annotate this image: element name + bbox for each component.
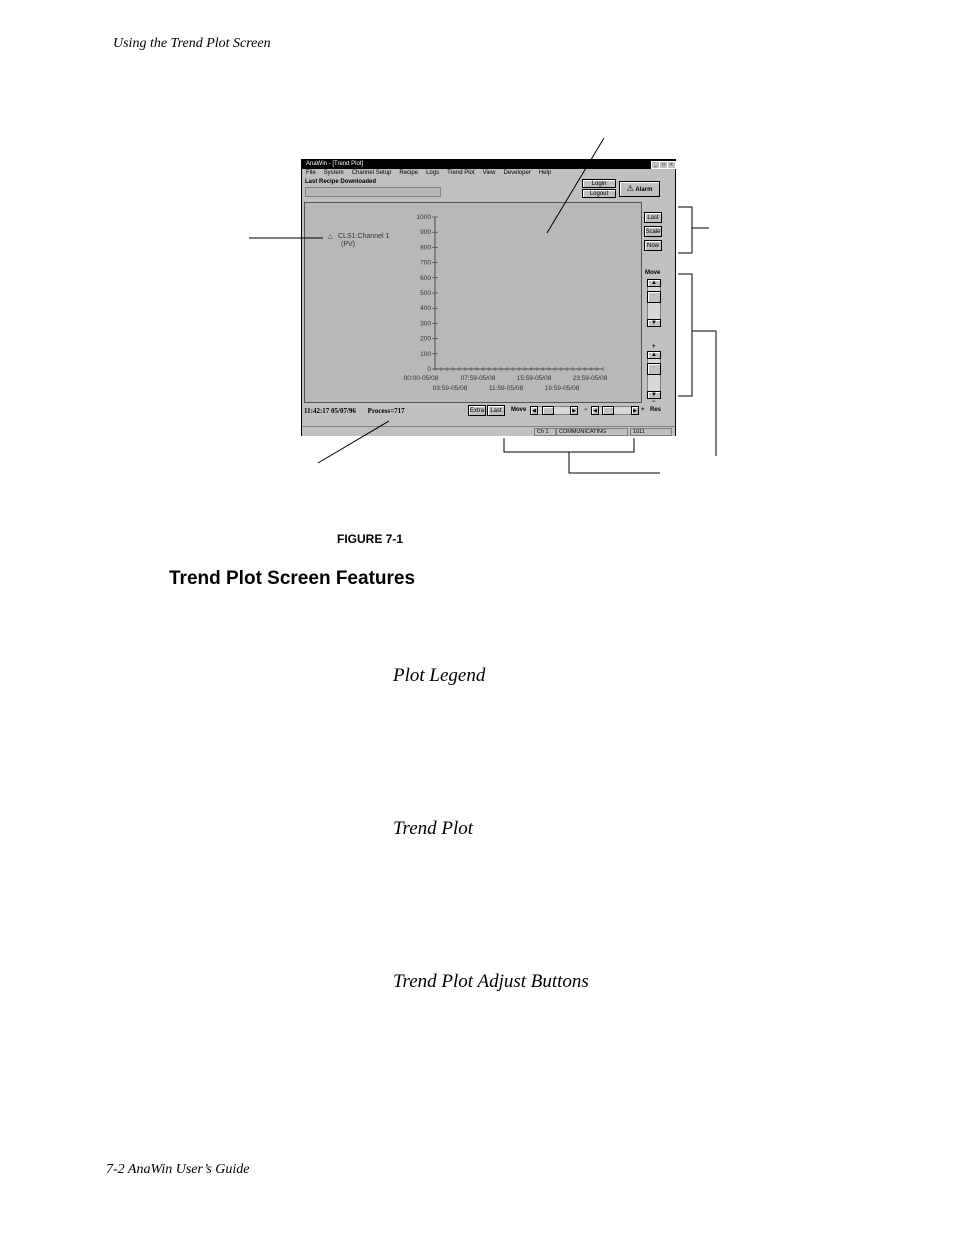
menu-channel-setup[interactable]: Channel Setup (351, 170, 392, 176)
x-tick-label: 07:59-05/08 (460, 375, 496, 382)
zoom-up-arrow-icon[interactable]: ▲ (647, 351, 661, 359)
term-trend-plot-adjust-buttons: Trend Plot Adjust Buttons (393, 971, 589, 992)
zoom-plus-label: + (652, 344, 656, 350)
x-tick-label: 23:59-05/08 (572, 375, 608, 382)
term-plot-legend: Plot Legend (393, 665, 486, 686)
maximize-button[interactable]: □ (659, 161, 668, 169)
bottom-scroll-callout-line (569, 452, 660, 473)
menu-help[interactable]: Help (538, 170, 552, 176)
status-communicating: COMMUNICATING (556, 428, 628, 436)
warning-triangle-icon: ⚠ (626, 184, 634, 193)
login-button[interactable]: Login (582, 179, 616, 188)
bottom-move-right-arrow-icon[interactable]: ▶ (570, 406, 578, 415)
x-tick-label: 19:59-05/08 (544, 385, 580, 392)
y-tick-label: 200 (420, 335, 431, 343)
last-recipe-label: Last Recipe Downloaded (305, 179, 377, 185)
minimize-button[interactable]: _ (651, 161, 660, 169)
current-time: 11:42:17 05/07/96 (304, 407, 356, 415)
last-button[interactable]: Last (644, 212, 662, 223)
zoom-minus-label: − (652, 399, 656, 405)
term-trend-plot: Trend Plot (393, 818, 474, 839)
zoom-down-arrow-icon[interactable]: ▼ (647, 391, 661, 399)
page-header: Using the Trend Plot Screen (113, 36, 271, 51)
bottom-scroll-bracket (504, 438, 634, 452)
section-title: Trend Plot Screen Features (169, 568, 416, 589)
y-tick-label: 400 (420, 305, 431, 313)
y-tick-label: 0 (427, 366, 431, 373)
bottom-last-button[interactable]: Last (487, 405, 505, 416)
res-left-arrow-icon[interactable]: ◀ (591, 406, 599, 415)
move-down-arrow-icon[interactable]: ▼ (647, 319, 661, 327)
status-value: 1011 (630, 428, 672, 436)
move-label: Move (645, 270, 661, 276)
extra-button[interactable]: Extra (468, 405, 486, 416)
process-value: Process=717 (367, 407, 405, 415)
y-tick-label: 500 (420, 290, 431, 297)
y-tick-label: 900 (420, 229, 431, 237)
scroll-bars-callout-line (692, 331, 716, 456)
page-footer: 7-2 AnaWin User’s Guide (106, 1162, 250, 1177)
window-title: AnaWin - [Trend Plot] (306, 161, 364, 167)
bottom-res-plus: + (641, 407, 645, 413)
move-up-arrow-icon[interactable]: ▲ (647, 279, 661, 287)
menu-logs[interactable]: Logs (426, 170, 440, 176)
status-callout-line (318, 421, 389, 463)
bottom-move-left-arrow-icon[interactable]: ◀ (530, 406, 538, 415)
figure-label: FIGURE 7-1 (337, 532, 404, 546)
y-tick-label: 600 (420, 274, 431, 282)
legend-series-sub: (PV) (341, 241, 355, 248)
bottom-move-label: Move (511, 407, 527, 413)
x-tick-label: 15:59-05/08 (516, 375, 552, 382)
menu-recipe[interactable]: Recipe (399, 170, 419, 176)
scroll-bars-bracket (678, 274, 692, 396)
close-button[interactable]: × (667, 161, 676, 169)
bottom-res-minus: − (584, 407, 588, 413)
legend-marker: △ (328, 234, 333, 240)
x-tick-label: 00:00-05/08 (403, 375, 439, 382)
scale-button[interactable]: Scale (644, 226, 662, 237)
legend-series-name: CLS1:Channel 1 (338, 233, 390, 240)
status-channel: Ch 1 (534, 428, 556, 436)
trend-plot-callout-line (547, 138, 604, 233)
logout-button[interactable]: Logout (582, 189, 616, 198)
menu-file[interactable]: File (306, 170, 316, 176)
menu-system[interactable]: System (323, 170, 344, 176)
adjust-buttons-bracket (678, 207, 692, 253)
y-tick-label: 700 (420, 259, 431, 267)
y-tick-label: 1000 (416, 214, 431, 221)
menu-trend-plot[interactable]: Trend Plot (447, 170, 475, 176)
y-tick-label: 100 (420, 350, 431, 358)
x-tick-label: 03:59-05/08 (432, 385, 468, 392)
res-label: Res (650, 407, 662, 413)
now-button[interactable]: Now (644, 240, 662, 251)
alarm-button-label: Alarm (635, 187, 653, 193)
y-tick-label: 300 (420, 320, 431, 328)
x-tick-label: 11:59-05/08 (488, 385, 524, 392)
menu-developer[interactable]: Developer (503, 170, 531, 176)
res-right-arrow-icon[interactable]: ▶ (631, 406, 639, 415)
menu-view[interactable]: View (482, 170, 496, 176)
y-tick-label: 800 (420, 244, 431, 252)
